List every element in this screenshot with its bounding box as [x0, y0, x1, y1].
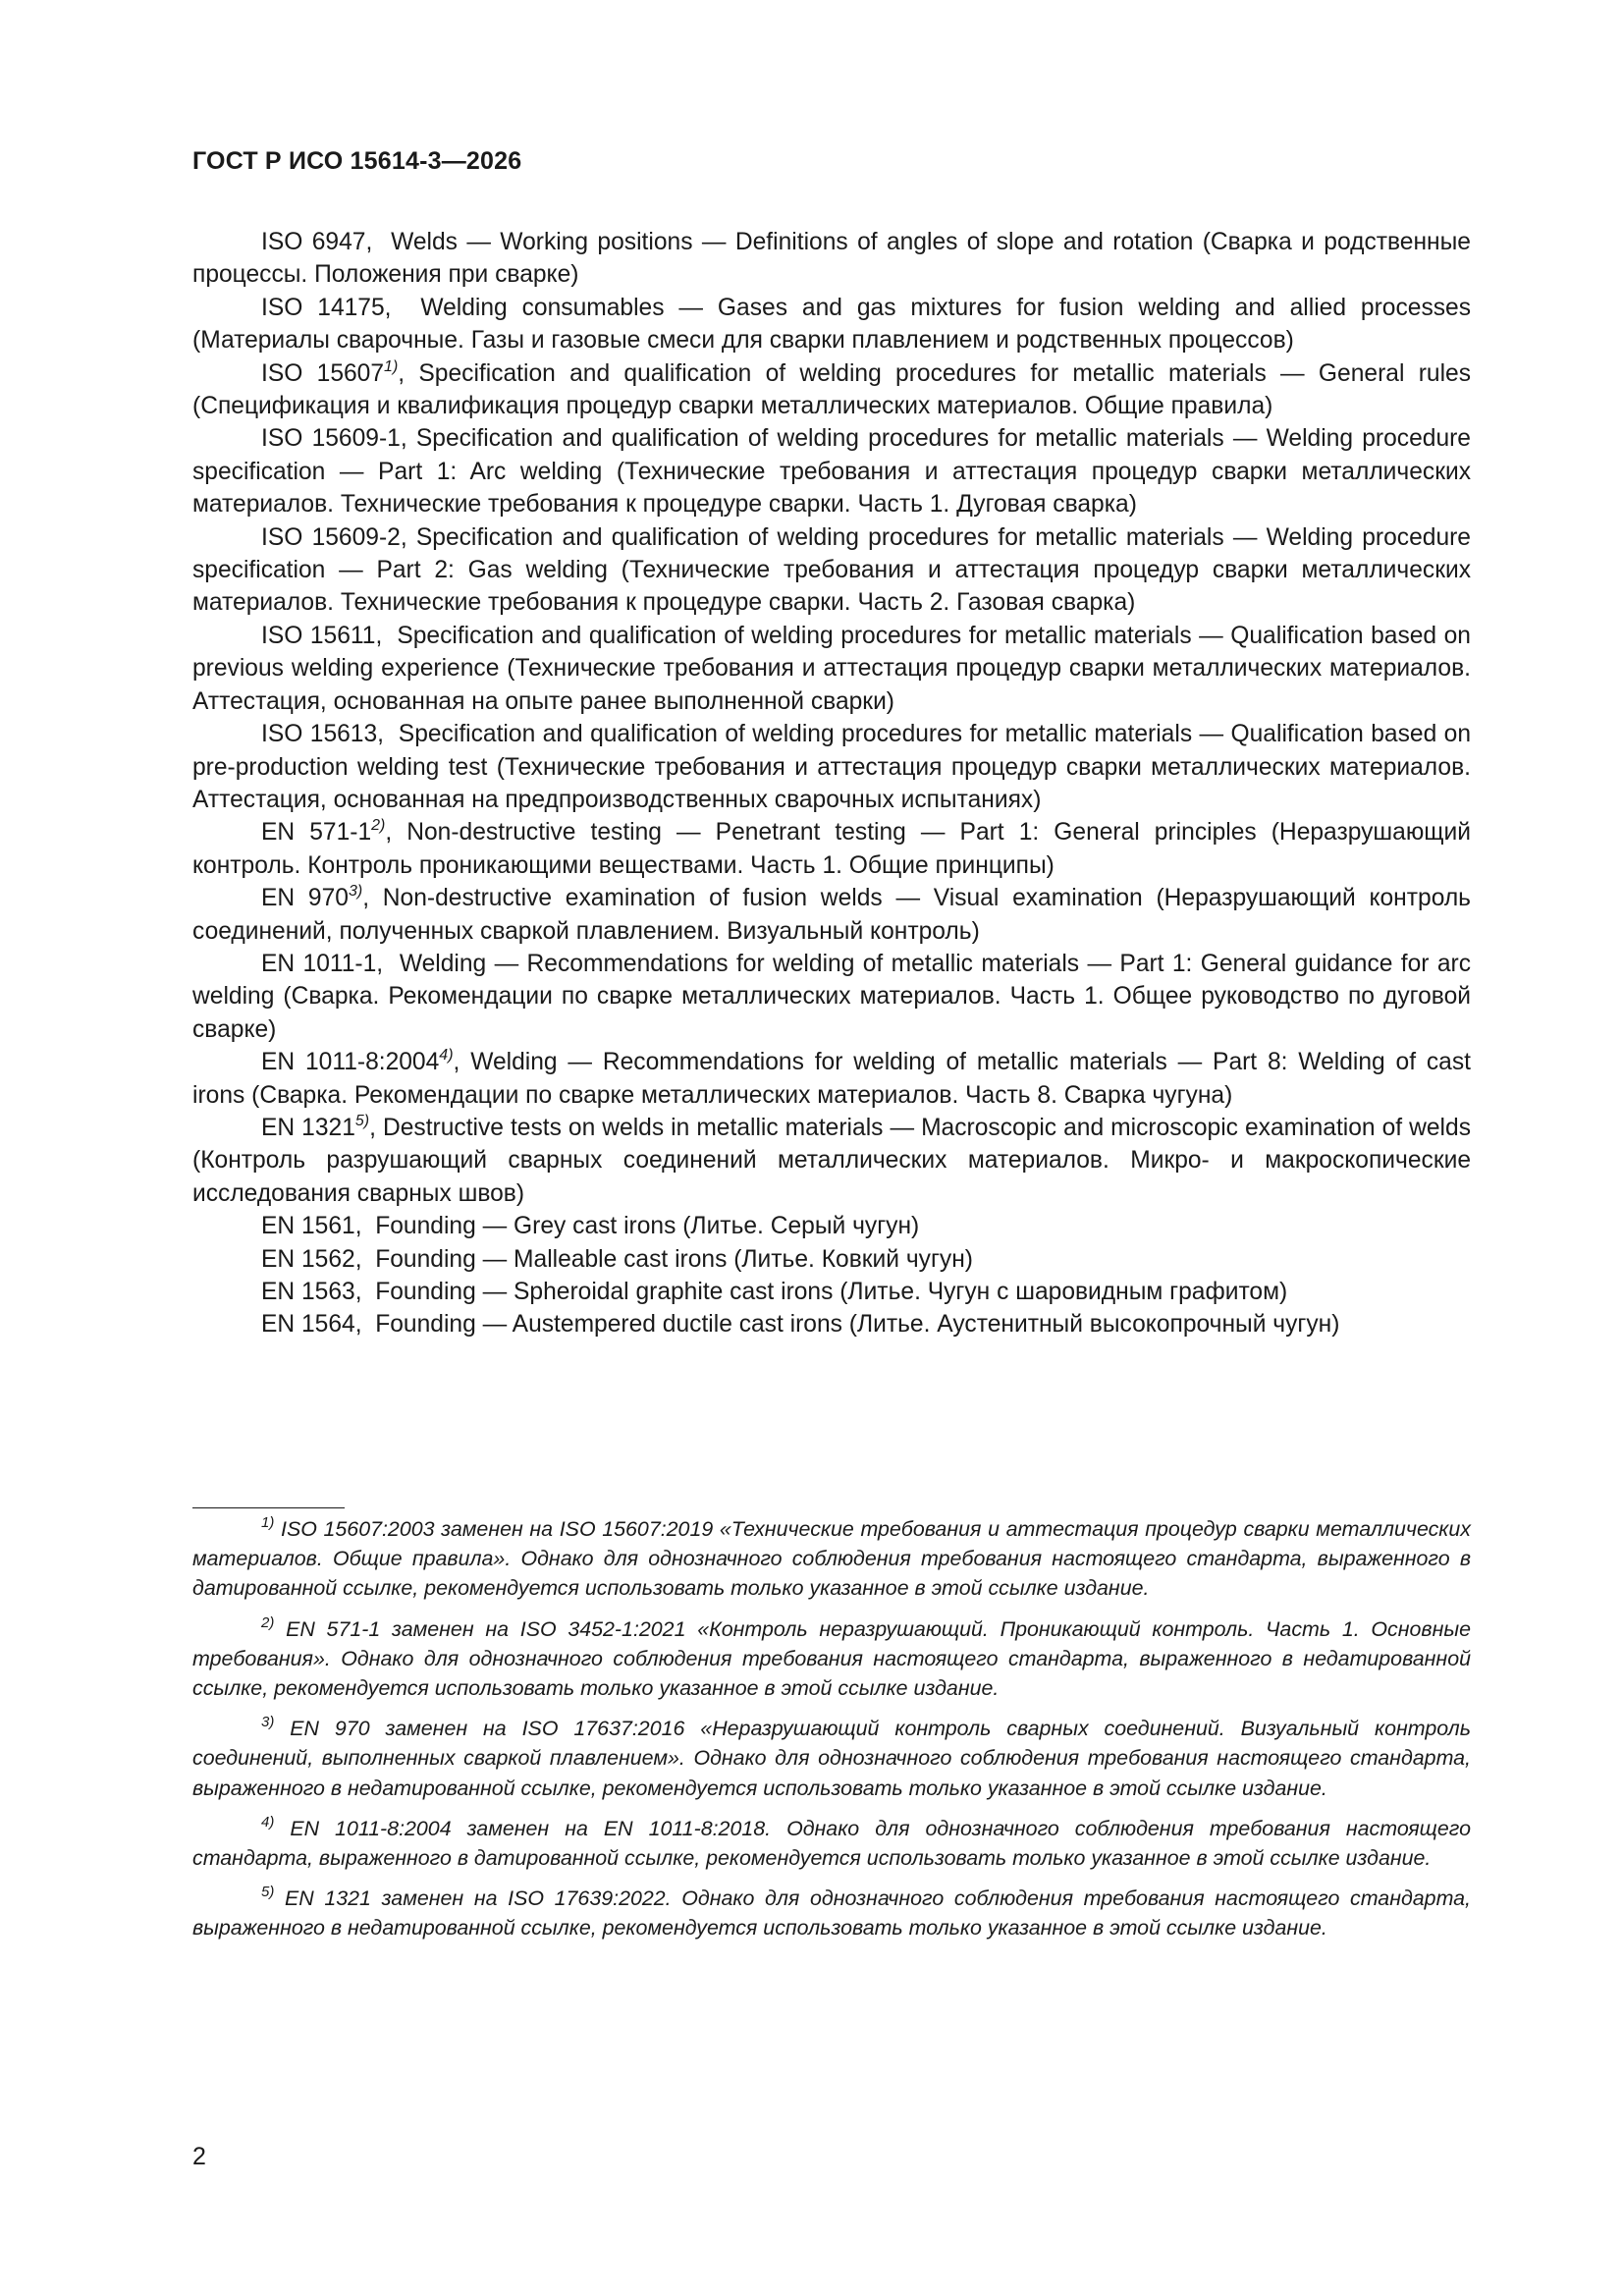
footnote-mark: 3) [261, 1714, 275, 1731]
reference-item [192, 357, 1471, 423]
reference-item [192, 521, 1471, 620]
reference-code: EN 571-1 [261, 819, 372, 847]
footnote-text: EN 970 заменен на ISO 17637:2016 «Неразрушающий контроль сварных соединений. Визуальный контроль соединений, выполненных сваркой плавлением». Однако для однозначного соблюдения требования настоящего стандарта, выраженного в недатированной ссылке, рекомендуется использовать только указанное в этой ссылке издание. [192, 1717, 1471, 1800]
reference-item [192, 882, 1471, 948]
footnote-marker: 4) [439, 1047, 454, 1065]
reference-code: ISO 15613, [261, 721, 384, 748]
reference-title: Welding consumables — Gases and gas mixtures for fusion welding and allied processes (Материалы сварочные. Газы и газовые смеси для сварки плавлением и родственных процессов) [192, 294, 1472, 355]
reference-code: EN 1011-1, [261, 950, 384, 977]
footnote-marker: 3) [348, 883, 363, 901]
reference-title: Welding — Recommendations for welding of metallic materials — Part 1: General guidance for arc welding (Сварка. Рекомендации по сварке металлических материалов. Часть 1. Общее руководство по дуговой сварке) [192, 950, 1471, 1043]
footnote-text: ISO 15607:2003 заменен на ISO 15607:2019 «Технические требования и аттестация процедур сварки металлических материалов. Общие правила». Однако для однозначного соблюдения требования настоящего стандарта, выраженного в датированной ссылке, рекомендуется использовать только указанное в этой ссылке издание. [192, 1517, 1471, 1601]
reference-item [192, 948, 1471, 1046]
footnote [192, 1714, 1471, 1803]
reference-title: , Non-destructive examination of fusion welds — Visual examination (Неразрушающий контроль соединений, полученных сваркой плавлением. Визуальный контроль) [192, 885, 1471, 945]
reference-code: EN 970 [261, 885, 349, 912]
reference-code: ISO 15607 [261, 359, 385, 387]
reference-code: ISO 14175, [261, 294, 392, 321]
reference-title: , Destructive tests on welds in metallic materials — Macroscopic and microscopic examination of welds (Контроль разрушающий сварных соединений металлических материалов. Микро- и макроскопические исследования сварных швов) [192, 1114, 1471, 1207]
footnote-marker: 2) [371, 817, 386, 835]
reference-title: Specification and qualification of welding procedures for metallic materials — Welding procedure specification — Part 1: Arc welding (Технические требования и аттестация процедур сварки металлических материалов. Технические требования к процедуре сварки. Часть 1. Дуговая сварка) [192, 425, 1471, 519]
reference-title: Founding — Austempered ductile cast irons (Литье. Аустенитный высокопрочный чугун) [375, 1311, 1340, 1339]
reference-title: Welds — Working positions — Definitions of angles of slope and rotation (Сварка и родственные процессы. Положения при сварке) [192, 229, 1471, 289]
footnotes-list [192, 1514, 1471, 1954]
reference-title: Founding — Spheroidal graphite cast irons (Литье. Чугун с шаровидным графитом) [375, 1279, 1288, 1305]
reference-title: Founding — Grey cast irons (Литье. Серый чугун) [375, 1213, 920, 1240]
reference-code: ISO 15609-1, [261, 425, 407, 453]
footnote [192, 1884, 1471, 1942]
reference-code: ISO 15609-2, [261, 523, 407, 551]
footnote-mark: 5) [261, 1884, 275, 1901]
reference-code: ISO 15611, [261, 622, 383, 649]
reference-item [192, 718, 1471, 816]
reference-title: , Welding — Recommendations for welding of metallic materials — Part 8: Welding of cast irons (Сварка. Рекомендации по сварке металлических материалов. Часть 8. Сварка чугуна) [192, 1049, 1471, 1109]
reference-title: Specification and qualification of welding procedures for metallic materials — Qualification based on pre-production welding test (Технические требования и аттестация процедур сварки металлических материалов. Аттестация, основанная на предпроизводственных сварочных испытаниях) [192, 721, 1471, 813]
reference-item [192, 1243, 1471, 1276]
reference-title: Specification and qualification of welding procedures for metallic materials — Qualification based on previous welding experience (Технические требования и аттестация процедур сварки металлических материалов. Аттестация, основанная на опыте ранее выполненной сварки) [192, 622, 1471, 715]
footnote-text: EN 1321 заменен на ISO 17639:2022. Однако для однозначного соблюдения требования настоящего стандарта, выраженного в недатированной ссылке, рекомендуется использовать только указанное в этой ссылке издание. [192, 1886, 1471, 1941]
reference-item [192, 422, 1471, 520]
reference-item [192, 226, 1471, 292]
reference-code: EN 1321 [261, 1114, 355, 1141]
reference-code: ISO 6947, [261, 229, 373, 255]
reference-code: EN 1561, [261, 1213, 362, 1240]
footnote-mark: 1) [261, 1514, 275, 1531]
document-page [192, 0, 1471, 2296]
reference-item [192, 1046, 1471, 1112]
reference-item [192, 1210, 1471, 1242]
footnote-mark: 2) [261, 1613, 275, 1631]
reference-title: , Specification and qualification of welding procedures for metallic materials — General rules (Спецификация и квалификация процедур сварки металлических материалов. Общие правила) [192, 359, 1472, 420]
footnote-text: EN 571-1 заменен на ISO 3452-1:2021 «Контроль неразрушающий. Проникающий контроль. Часть 1. Основные требования». Однако для однозначного соблюдения требования настоящего стандарта, выраженного в недатированной ссылке, рекомендуется использовать только указанное в этой ссылке издание. [192, 1616, 1471, 1701]
footnote-marker: 5) [354, 1112, 370, 1129]
reference-title: , Non-destructive testing — Penetrant testing — Part 1: General principles (Неразрушающий контроль. Контроль проникающими веществами. Часть 1. Общие принципы) [192, 819, 1471, 879]
footnote-mark: 4) [261, 1813, 275, 1831]
footnote-marker: 1) [384, 357, 399, 375]
footnote [192, 1614, 1471, 1704]
footnote-text: EN 1011-8:2004 заменен на EN 1011-8:2018. Однако для однозначного соблюдения требования настоящего стандарта, выраженного в датированной ссылке, рекомендуется использовать только указанное в этой ссылке издание. [192, 1816, 1471, 1871]
reference-code: EN 1564, [261, 1311, 362, 1339]
reference-item [192, 1112, 1471, 1210]
reference-code: EN 1563, [261, 1279, 362, 1305]
footnote-separator [192, 1507, 345, 1508]
footnote [192, 1514, 1471, 1604]
reference-title: Specification and qualification of welding procedures for metallic materials — Welding procedure specification — Part 2: Gas welding (Технические требования и аттестация процедур сварки металлических материалов. Технические требования к процедуре сварки. Часть 2. Газовая сварка) [192, 523, 1471, 617]
reference-code: EN 1562, [261, 1245, 362, 1273]
document-header: ГОСТ Р ИСО 15614-3—2026 [192, 147, 522, 175]
references-list [192, 226, 1471, 1341]
reference-item [192, 620, 1471, 718]
reference-item [192, 816, 1471, 882]
reference-item [192, 1276, 1471, 1308]
reference-item [192, 292, 1471, 357]
reference-code: EN 1011-8:2004 [261, 1049, 440, 1076]
reference-title: Founding — Malleable cast irons (Литье. Ковкий чугун) [375, 1245, 973, 1273]
reference-item [192, 1308, 1471, 1340]
footnote [192, 1814, 1471, 1873]
page-number: 2 [192, 2143, 206, 2170]
